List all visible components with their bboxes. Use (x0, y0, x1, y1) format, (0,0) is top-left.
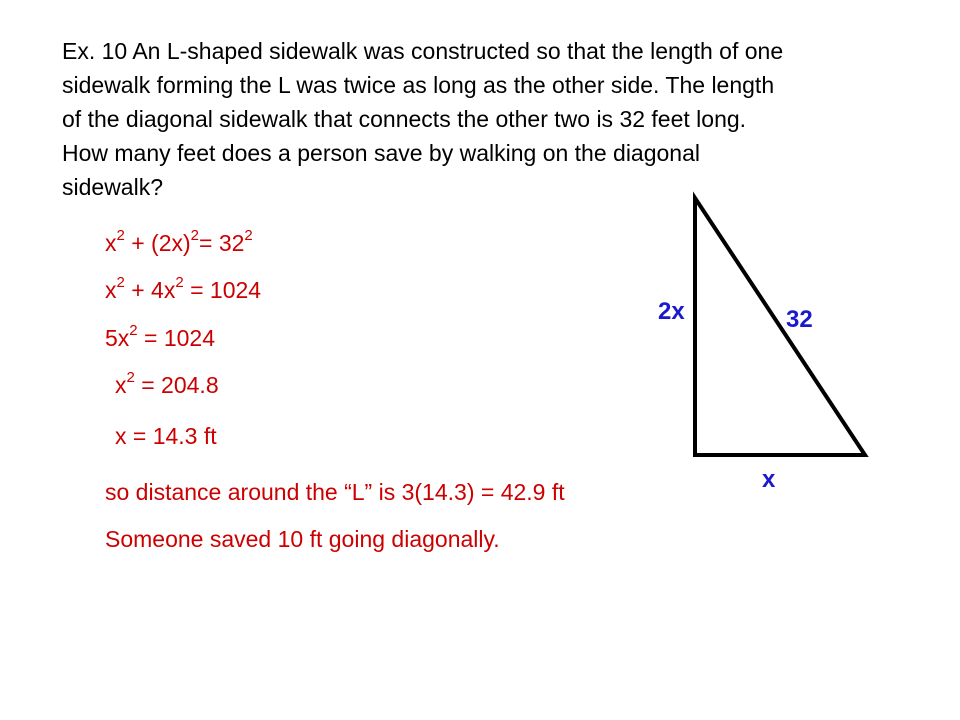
equation-step-2 (105, 276, 261, 304)
base-side-label: x (762, 466, 776, 493)
problem-line: sidewalk? (62, 174, 163, 200)
vertical-side-label: 2x (658, 298, 685, 325)
exponent: 2 (190, 227, 200, 245)
right-triangle (680, 190, 880, 470)
step3-part: = 1024 (137, 325, 216, 351)
step4-part: x (115, 372, 127, 398)
exponent: 2 (116, 227, 125, 245)
exponent: 2 (126, 369, 135, 387)
distance-statement: so distance around the “L” is 3(14.3) = 42.9 ft (105, 479, 565, 505)
step3-part: 5x (105, 325, 130, 351)
problem-statement (62, 34, 942, 204)
equation-step-3 (105, 324, 215, 352)
hypotenuse-label: 32 (786, 306, 813, 333)
exponent: 2 (175, 274, 184, 292)
problem-line: Ex. 10 An L-shaped sidewalk was constructed so that the length of one (62, 38, 784, 64)
triangle-outline (695, 198, 865, 455)
equation-step-1 (105, 229, 253, 257)
problem-line: How many feet does a person save by walking on the diagonal (62, 140, 701, 166)
problem-line: of the diagonal sidewalk that connects the other two is 32 feet long. (62, 106, 747, 132)
step2-part: x (105, 277, 117, 303)
problem-line: sidewalk forming the L was twice as long as the other side. The length (62, 72, 775, 98)
step1-part: = 32 (199, 230, 245, 256)
exponent: 2 (244, 227, 253, 245)
conclusion-statement: Someone saved 10 ft going diagonally. (105, 526, 500, 552)
exponent: 2 (129, 322, 138, 340)
step2-part: + 4x (124, 277, 176, 303)
step2-part: = 1024 (183, 277, 262, 303)
equation-step-5: x = 14.3 ft (115, 423, 217, 449)
right-triangle-figure (658, 190, 880, 493)
step1-part: x (105, 230, 117, 256)
exponent: 2 (116, 274, 125, 292)
step4-part: = 204.8 (134, 372, 219, 398)
equation-step-4 (115, 371, 219, 399)
step1-part: + (2x) (124, 230, 191, 256)
